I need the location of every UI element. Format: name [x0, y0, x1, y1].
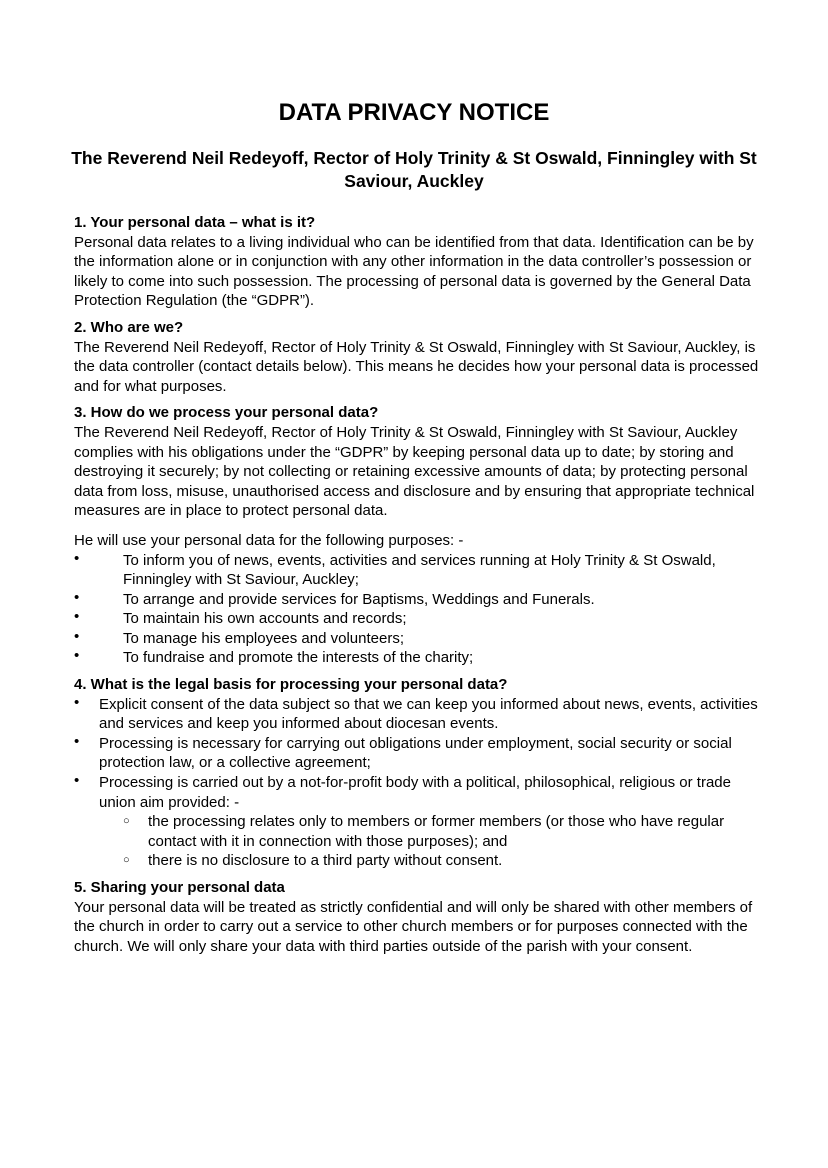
section-who-are-we — [74, 318, 764, 396]
purposes-list — [74, 551, 764, 669]
section-heading: 1. Your personal data – what is it? — [74, 214, 316, 231]
section-legal-basis — [74, 675, 764, 871]
section-heading: 5. Sharing your personal data — [74, 879, 285, 896]
section-heading: 3. How do we process your personal data? — [74, 404, 379, 422]
list-item: • To fundraise and promote the interests of the charity; — [74, 648, 764, 668]
section-personal-data — [74, 213, 764, 311]
sub-list-item: ○ the processing relates only to members or former members (or those who have regular contact with it in connection with those purposes); and — [74, 812, 764, 851]
list-item: • Processing is necessary for carrying out obligations under employment, social security or social protection law, or a collective agreement; — [74, 734, 764, 773]
section-heading: 4. What is the legal basis for processing your personal data? — [74, 676, 508, 694]
list-item: • To arrange and provide services for Baptisms, Weddings and Funerals. — [74, 590, 764, 610]
document-body — [74, 213, 764, 963]
page-subtitle: The Reverend Neil Redeyoff, Rector of Holy Trinity & St Oswald, Finningley with St Saviour, Auckley — [71, 148, 757, 191]
section-heading: 2. Who are we? — [74, 318, 184, 336]
list-item: • Processing is carried out by a not-for-profit body with a political, philosophical, religious or trade union aim provided: - — [74, 773, 764, 812]
list-item: • To maintain his own accounts and records; — [74, 609, 764, 629]
list-item: • To manage his employees and volunteers; — [74, 629, 764, 649]
page-title: DATA PRIVACY NOTICE — [278, 99, 550, 126]
list-item: • To inform you of news, events, activities and services running at Holy Trinity & St Oswald, Finningley with St Saviour, Auckley; — [74, 551, 764, 590]
section-sharing — [74, 878, 764, 956]
legal-basis-sublist — [74, 812, 764, 871]
sub-list-item: ○ there is no disclosure to a third party without consent. — [74, 851, 764, 871]
purposes-intro: He will use your personal data for the following purposes: - — [74, 531, 464, 549]
section-paragraph: The Reverend Neil Redeyoff, Rector of Holy Trinity & St Oswald, Finningley with St Saviour, Auckley complies with his obligations under the “GDPR” by keeping personal data up to date; by storing and destroying it securely; by not collecting or retaining excessive amounts of data; by protecting personal data from loss, misuse, unauthorised access and disclosure and by ensuring that appropriate technical measures are in place to protect personal data. — [74, 423, 755, 520]
section-paragraph: The Reverend Neil Redeyoff, Rector of Holy Trinity & St Oswald, Finningley with St Saviour, Auckley, is the data controller (contact details below). This means he decides how your personal data is processed and for what purposes. — [74, 338, 759, 395]
section-processing — [74, 403, 764, 668]
section-paragraph: Personal data relates to a living individual who can be identified from that data. Identification can be by the information alone or in conjunction with any other information in the data controller’s possession or likely to come into such possession. The processing of personal data is governed by the General Data Protection Regulation (the “GDPR”). — [74, 233, 754, 310]
list-item: • Explicit consent of the data subject so that we can keep you informed about news, events, activities and services and keep you informed about diocesan events. — [74, 695, 764, 734]
section-paragraph: Your personal data will be treated as strictly confidential and will only be shared with other members of the church in order to carry out a service to other church members or for purposes connected with the church. We will only share your data with third parties outside of the parish with your consent. — [74, 898, 753, 955]
legal-basis-list — [74, 695, 764, 813]
